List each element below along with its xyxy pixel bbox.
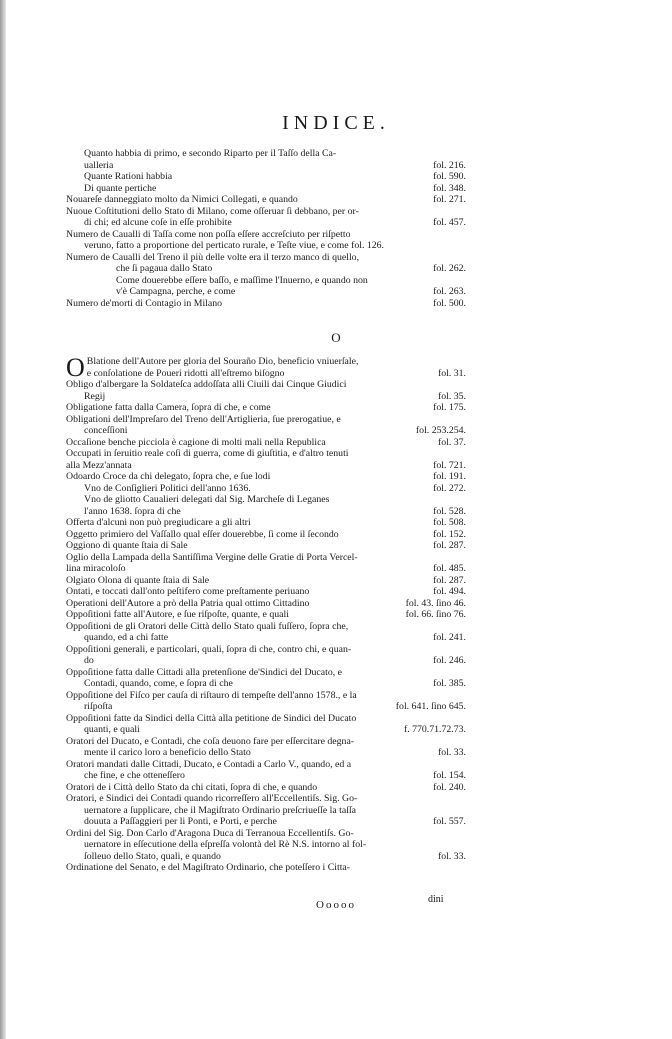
folio-reference: fol. 287.	[430, 575, 466, 587]
index-entry	[66, 275, 466, 287]
catchword: dini	[428, 894, 444, 905]
folio-reference: fol. 37.	[435, 437, 466, 449]
entry-text: douuta a Paſſaggieri per li Ponti, e Porti, e perche	[84, 816, 277, 827]
folio-reference: fol. 590.	[430, 171, 466, 183]
folio-reference: fol. 241.	[430, 632, 466, 644]
folio-reference: fol. 721.	[430, 460, 466, 472]
entry-text: Di quante pertiche	[84, 182, 157, 194]
index-entry	[66, 632, 466, 644]
entry-text: Regij	[84, 390, 106, 402]
entry-text: Oppoſitione del Fiſco per cauſa di riſtauro di tempeſte dell'anno 1578., e la	[66, 689, 357, 701]
index-entry	[66, 183, 466, 195]
entry-text: Oratori del Ducato, e Contadi, che coſa deuono fare per eſſercitare degna-	[66, 735, 355, 747]
index-entry	[66, 586, 466, 598]
index-entry	[66, 379, 466, 391]
entry-text: Ordini del Sig. Don Carlo d'Aragona Duca di Terranoua Eccellentiſs. Go-	[66, 827, 354, 839]
index-entry	[66, 194, 466, 206]
index-entry	[66, 736, 466, 748]
entry-text: Come douerebbe eſſere baſſo, e maſſime l'Inuerno, e quando non	[116, 274, 368, 286]
page-header: INDICE.	[282, 112, 390, 134]
entry-text: Quante Rationi habbia	[84, 171, 173, 182]
entry-text: Oratori de i Città dello Stato da chi citati, ſopra di che, e quando	[66, 781, 318, 793]
entry-text: veruno, fatto a proportione del perticato rurale, e Teſte viue, e come fol. 126.	[84, 240, 385, 251]
index-entry	[66, 782, 466, 794]
index-entry	[66, 839, 466, 851]
entry-text: Ontati, e toccati dall'onto peſtifero come preſtamente periuano	[66, 586, 310, 597]
index-entry	[66, 206, 466, 218]
entry-text: Oglio della Lampada della Santiſſima Vergine delle Gratie di Porta Vercel-	[66, 551, 358, 563]
entry-text: Vno de Conſiglieri Politici dell'anno 1636.	[84, 482, 251, 494]
entry-text: ſolleuo dello Stato, quali, e quando	[84, 850, 221, 862]
entry-text: che fine, e che otteneſſero	[84, 770, 185, 781]
index-entry	[66, 759, 466, 771]
folio-reference: fol. 191.	[430, 471, 466, 483]
entry-text: Numero de Caualli di Taſſa come non poſſa eſſere accreſciuto per riſpetto	[66, 228, 351, 240]
index-entry	[66, 828, 466, 840]
index-entry	[66, 816, 466, 828]
folio-reference: fol. 485.	[430, 563, 466, 575]
entry-text: Operationi dell'Autore a prò della Patria qual ottimo Cittadino	[66, 597, 310, 609]
index-entry	[66, 471, 466, 483]
entry-text: Oratori mandati dalle Cittadi, Ducato, e Contadi a Carlo V., quando, ed a	[66, 758, 352, 770]
drop-cap-letter: O	[66, 353, 85, 382]
folio-reference: fol. 253.254.	[413, 425, 466, 437]
folio-reference: f. 770.71.72.73.	[401, 724, 466, 736]
entry-text: Nouareſe danneggiato molto da Nimici Collegati, e quando	[66, 194, 298, 205]
entry-text: Numero de'morti di Contagio in Milano	[66, 297, 223, 309]
index-entry	[66, 517, 466, 529]
index-entry	[66, 598, 466, 610]
index-entry	[66, 529, 466, 541]
folio-reference: fol. 263.	[430, 286, 466, 298]
folio-reference: fol. 508.	[430, 517, 466, 529]
entry-text: riſpoſta	[84, 701, 113, 712]
entry-text: ualleria	[84, 159, 114, 171]
entry-text: Quanto habbia di primo, e secondo Riparto per il Taſſo della Ca-	[84, 148, 337, 159]
folio-reference: fol. 175.	[430, 402, 466, 414]
index-entry	[66, 483, 466, 495]
entry-text: Oggiono di quante ſtaia di Sale	[66, 540, 188, 551]
entry-text: lina miracoloſo	[66, 563, 126, 574]
entry-text: di chi; ed alcune coſe in eſſe prohibite	[84, 217, 232, 228]
folio-reference: fol. 216.	[430, 160, 466, 172]
entry-text: e conſolatione de Poueri ridotti all'eſtremo biſogno	[86, 367, 285, 379]
entry-text: che ſi pagaua dallo Stato	[116, 263, 213, 274]
index-entry	[66, 506, 466, 518]
index-entry	[66, 448, 466, 460]
entry-text: l'anno 1638. ſopra di che	[84, 505, 181, 517]
index-entry	[66, 552, 466, 564]
folio-reference: fol. 494.	[430, 586, 466, 598]
index-entry	[66, 414, 466, 426]
index-entry	[66, 437, 466, 449]
index-entry	[66, 240, 466, 252]
folio-reference: fol. 33.	[435, 851, 466, 863]
entry-text: Occupati in ſeruitio reale coſi di guerra, come di giuſtitia, e d'altro tenuti	[66, 448, 349, 459]
index-section-o	[66, 353, 466, 874]
index-entry	[66, 690, 466, 702]
folio-reference: fol. 385.	[430, 678, 466, 690]
index-entry	[66, 747, 466, 759]
index-entry	[66, 391, 466, 403]
entry-text: quando, ed a chi fatte	[84, 632, 169, 643]
entry-text: Oppoſitioni de gli Oratori delle Città dello Stato quali fuſſero, ſopra che,	[66, 620, 349, 632]
folio-reference: fol. 31.	[435, 368, 466, 380]
entry-text: Oppoſitioni fatte da Sindici della Città alla petitione de Sindici del Ducato	[66, 712, 357, 724]
index-entry	[66, 770, 466, 782]
folio-reference: fol. 641. ſino 645.	[393, 701, 466, 713]
index-entry	[66, 171, 466, 183]
index-entry	[66, 425, 466, 437]
entry-text: Ordinatione del Senato, e del Magiſtrato Ordinario, che poteſſero i Citta-	[66, 862, 351, 873]
folio-reference: fol. 457.	[430, 217, 466, 229]
entry-text: Blatione dell'Autore per gloria del Souraño Dio, beneficio vniuerſale,	[86, 356, 359, 367]
index-entry	[66, 655, 466, 667]
entry-text: Odoardo Croce da chi delegato, ſopra che, e ſue lodi	[66, 471, 271, 482]
entry-text: quanti, e quali	[84, 724, 140, 735]
index-entry	[66, 644, 466, 656]
folio-reference: fol. 262.	[430, 263, 466, 275]
entry-text: Oppoſitioni generali, e particolari, quali, ſopra di che, contro chi, e quan-	[66, 643, 352, 655]
index-entry	[66, 460, 466, 472]
folio-reference: fol. 240.	[430, 782, 466, 794]
folio-reference: fol. 43. ſino 46.	[403, 598, 466, 610]
section-letter: O	[331, 330, 341, 345]
entry-text: uernatore in eſſecutione della eſpreſſa volontà del Rè N.S. intorno al fol-	[84, 839, 367, 850]
entry-text: Oppoſitione fatta dalle Cittadi alla pretenſione de'Sindici del Ducato, e	[66, 666, 342, 678]
index-entry	[66, 540, 466, 552]
index-entry	[66, 402, 466, 414]
index-entry	[66, 667, 466, 679]
entry-text: Oggetto primiero del Vaſſallo qual eſſer douerebbe, ſi come il ſecondo	[66, 528, 339, 540]
folio-reference: fol. 33.	[435, 747, 466, 759]
entry-text: Obligo d'albergare la Soldateſca addoſſata alli Ciuili dai Cinque Giudici	[66, 379, 347, 390]
index-entry	[66, 609, 466, 621]
entry-text: mente il carico loro a beneficio dello Stato	[84, 747, 251, 758]
entry-text: do	[84, 655, 94, 666]
index-entry	[66, 862, 466, 874]
entry-text: Obligatione fatta dalla Camera, ſopra di che, e come	[66, 402, 271, 413]
folio-reference: fol. 154.	[430, 770, 466, 782]
index-entry	[66, 793, 466, 805]
entry-text: Offerta d'alcuni non può pregiudicare a gli altri	[66, 517, 251, 528]
entry-text: Oppoſitioni fatte all'Autore, e ſue riſpoſte, quante, e quali	[66, 609, 289, 620]
index-entry	[66, 701, 466, 713]
index-entry	[66, 160, 466, 172]
index-entry	[66, 575, 466, 587]
index-entry	[66, 148, 466, 160]
index-entry	[66, 851, 466, 863]
folio-reference: fol. 271.	[430, 194, 466, 206]
index-entry	[66, 263, 466, 275]
index-entry	[66, 298, 466, 310]
index-entry	[66, 368, 466, 380]
folio-reference: fol. 246.	[430, 655, 466, 667]
page-edge-shadow	[0, 0, 6, 1039]
entry-text: Vno de gliotto Caualieri delegati dal Sig. Marcheſe di Leganes	[84, 494, 330, 505]
index-entry	[66, 805, 466, 817]
index-entry	[66, 724, 466, 736]
index-entry	[66, 217, 466, 229]
entry-text: Obligationi dell'Impreſaro del Treno dell'Artiglieria, ſue prerogatiue, e	[66, 413, 341, 425]
entry-text: Numero de Caualli del Treno il più delle volte era il terzo manco di quello,	[66, 251, 360, 263]
folio-reference: fol. 35.	[435, 391, 466, 403]
entry-text: Occaſione benche picciola è cagione di molti mali nella Republica	[66, 436, 326, 448]
folio-reference: fol. 500.	[430, 298, 466, 310]
folio-reference: fol. 348.	[430, 183, 466, 195]
index-entry	[66, 713, 466, 725]
folio-reference: fol. 557.	[430, 816, 466, 828]
folio-reference: fol. 152.	[430, 529, 466, 541]
folio-reference: fol. 66. ſino 76.	[403, 609, 466, 621]
entry-text: Contadi, quando, come, e ſopra di che	[84, 678, 233, 689]
entry-text: v'è Campagna, perche, e come	[116, 286, 236, 297]
entry-text: uernatore a ſupplicare, che il Magiſtrato Ordinario preſcriueſſe la taſſa	[84, 804, 357, 816]
entry-text: conceſſioni	[84, 425, 128, 436]
index-entry	[66, 286, 466, 298]
index-entry	[66, 563, 466, 575]
index-entry	[66, 678, 466, 690]
index-section-n	[66, 148, 466, 309]
index-entry	[66, 229, 466, 241]
entry-text: alla Mezz'annata	[66, 459, 132, 471]
folio-reference: fol. 272.	[430, 483, 466, 495]
index-entry	[66, 494, 466, 506]
entry-text: Olgiato Olona di quante ſtaia di Sale	[66, 574, 210, 586]
index-entry	[66, 621, 466, 633]
entry-text: Nuoue Coſtitutioni dello Stato di Milano, come oſſeruar ſi debbano, per or-	[66, 205, 359, 217]
folio-reference: fol. 287.	[430, 540, 466, 552]
entry-text: Oratori, e Sindici dei Contadi quando ricorreſſero all'Eccellentiſs. Sig. Go-	[66, 793, 358, 804]
folio-reference: fol. 528.	[430, 506, 466, 518]
signature-mark: Ooooo	[316, 899, 356, 911]
index-entry	[66, 252, 466, 264]
